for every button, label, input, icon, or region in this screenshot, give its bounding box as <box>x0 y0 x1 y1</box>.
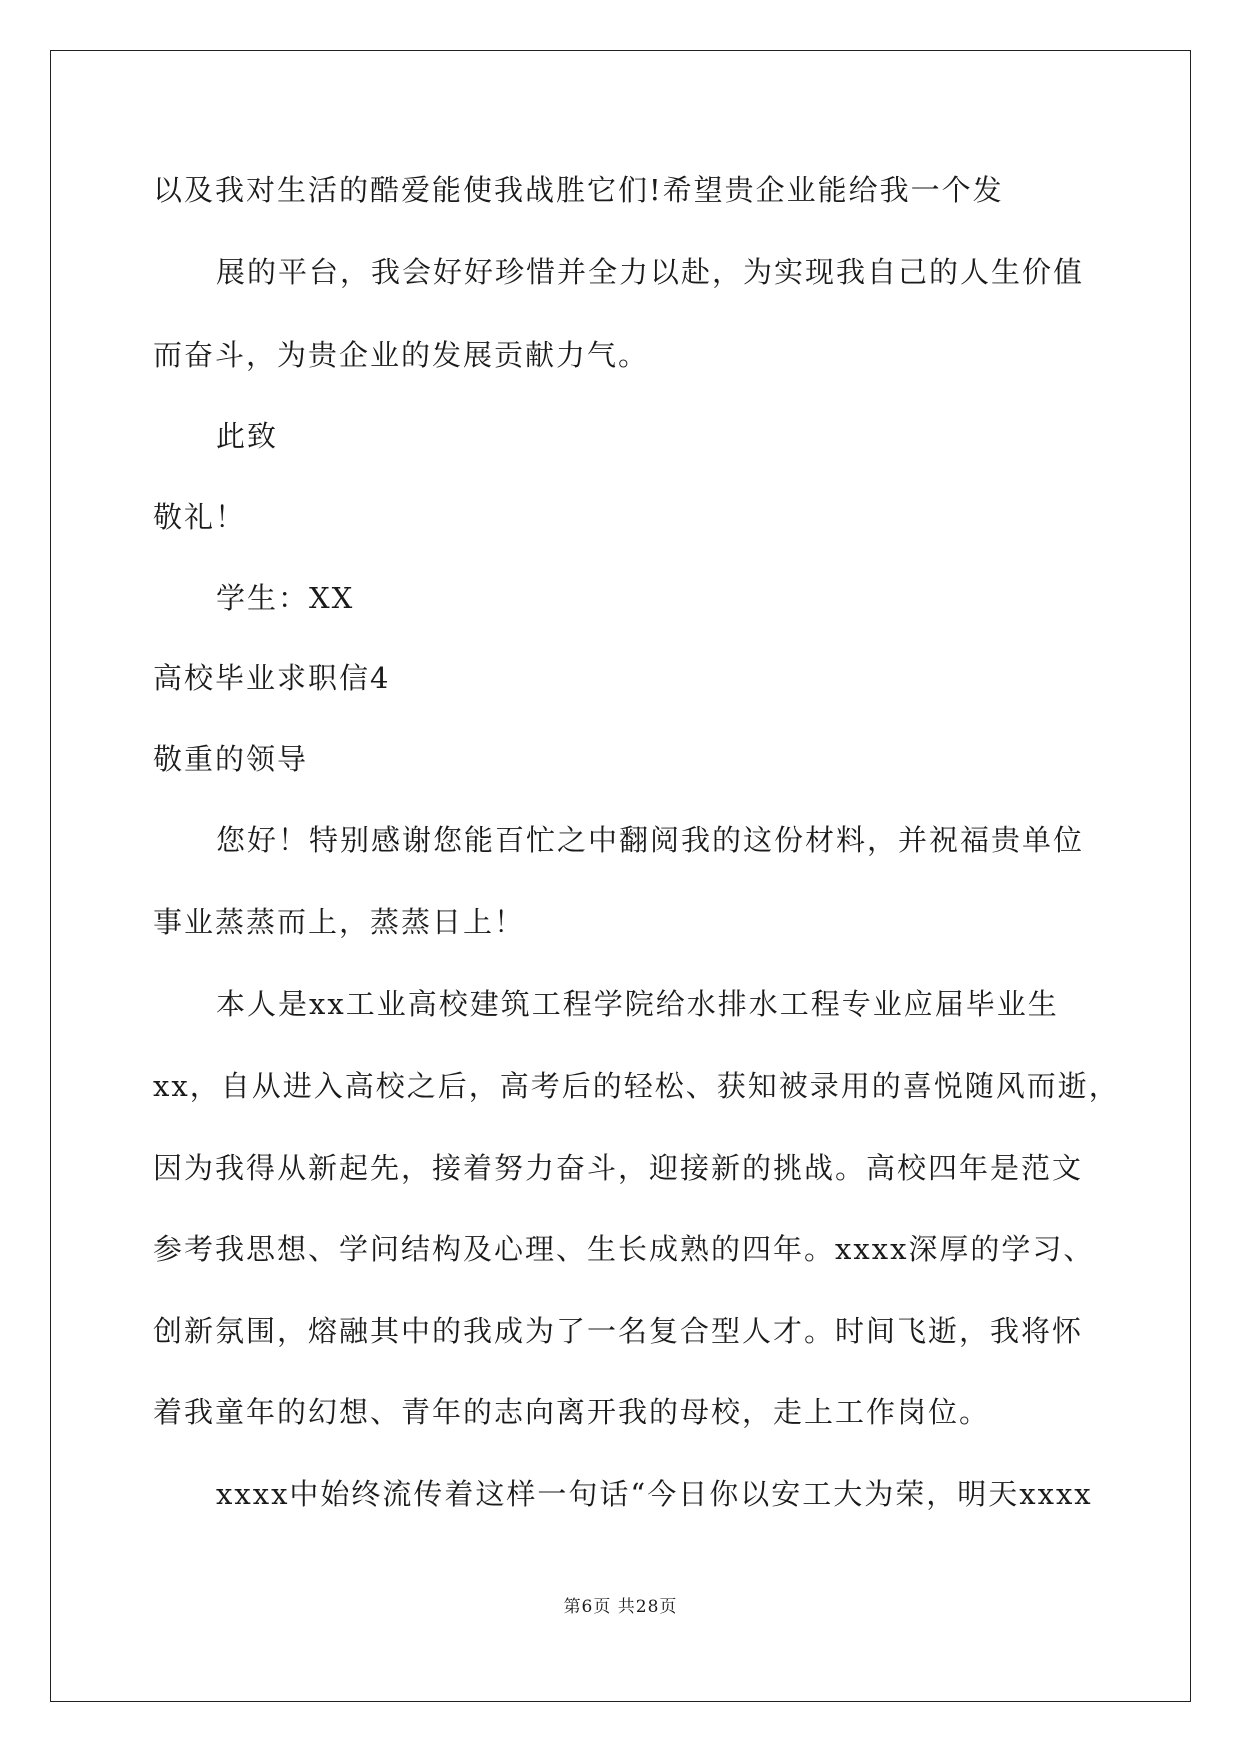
page-number-footer: 第6页 共28页 <box>563 1597 678 1617</box>
body-line-9: 您好！特别感谢您能百忙之中翻阅我的这份材料，并祝福贵单位 <box>216 823 1085 857</box>
body-line-14: 参考我思想、学问结构及心理、生长成熟的四年。xxxx深厚的学习、 <box>153 1232 1095 1266</box>
body-line-10: 事业蒸蒸而上，蒸蒸日上！ <box>153 905 526 939</box>
body-line-1: 以及我对生活的酷爱能使我战胜它们!希望贵企业能给我一个发 <box>153 173 1004 207</box>
closing-respects: 敬礼！ <box>153 500 247 534</box>
closing-salutation: 此致 <box>216 419 279 453</box>
body-line-16: 着我童年的幻想、青年的志向离开我的母校，走上工作岗位。 <box>153 1395 991 1429</box>
body-line-3: 而奋斗，为贵企业的发展贡献力气。 <box>153 338 650 372</box>
body-line-15: 创新氛围，熔融其中的我成为了一名复合型人才。时间飞逝，我将怀 <box>153 1314 1084 1348</box>
section-title: 高校毕业求职信4 <box>153 661 391 695</box>
body-line-17: xxxx中始终流传着这样一句话“今日你以安工大为荣，明天xxxx <box>216 1477 1093 1511</box>
signature-line: 学生：XX <box>216 581 355 615</box>
body-line-12: xx，自从进入高校之后，高考后的轻松、获知被录用的喜悦随风而逝， <box>153 1069 1120 1103</box>
body-line-13: 因为我得从新起先，接着努力奋斗，迎接新的挑战。高校四年是范文 <box>153 1151 1084 1185</box>
greeting: 敬重的领导 <box>153 742 309 776</box>
body-line-2: 展的平台，我会好好珍惜并全力以赴，为实现我自己的人生价值 <box>216 255 1085 289</box>
body-line-11: 本人是xx工业高校建筑工程学院给水排水工程专业应届毕业生 <box>216 987 1059 1021</box>
page-border <box>50 50 1191 1702</box>
